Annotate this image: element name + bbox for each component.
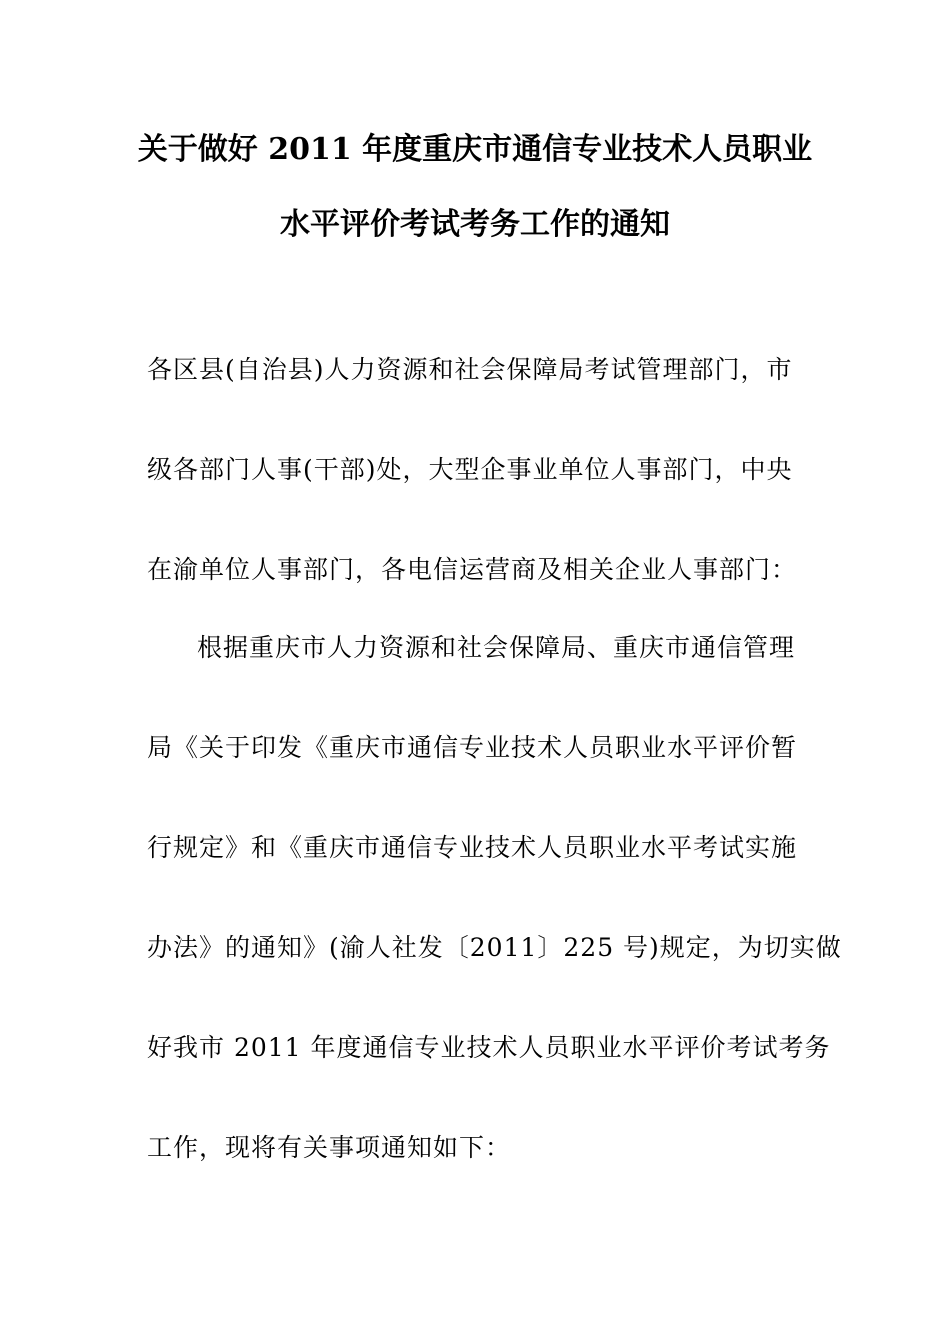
body-line-addressee-1: 各区县(自治县)人力资源和社会保障局考试管理部门，市	[147, 355, 793, 384]
document-title-line-2: 水平评价考试考务工作的通知	[280, 207, 670, 242]
body-line-paragraph-2: 局《关于印发《重庆市通信专业技术人员职业水平评价暂	[147, 733, 798, 762]
document-title-line-1: 关于做好 2011 年度重庆市通信专业技术人员职业	[137, 132, 813, 167]
body-line-paragraph-1: 根据重庆市人力资源和社会保障局、重庆市通信管理	[197, 633, 796, 662]
body-line-paragraph-3: 行规定》和《重庆市通信专业技术人员职业水平考试实施	[147, 833, 798, 862]
body-line-addressee-3: 在渝单位人事部门，各电信运营商及相关企业人事部门：	[147, 555, 798, 584]
body-line-paragraph-5: 好我市 2011 年度通信专业技术人员职业水平评价考试考务	[147, 1033, 831, 1062]
body-line-addressee-2: 级各部门人事(干部)处，大型企事业单位人事部门，中央	[147, 455, 793, 484]
body-line-paragraph-6: 工作，现将有关事项通知如下：	[147, 1133, 512, 1162]
body-line-paragraph-4: 办法》的通知》(渝人社发〔2011〕225 号)规定，为切实做	[147, 933, 842, 962]
